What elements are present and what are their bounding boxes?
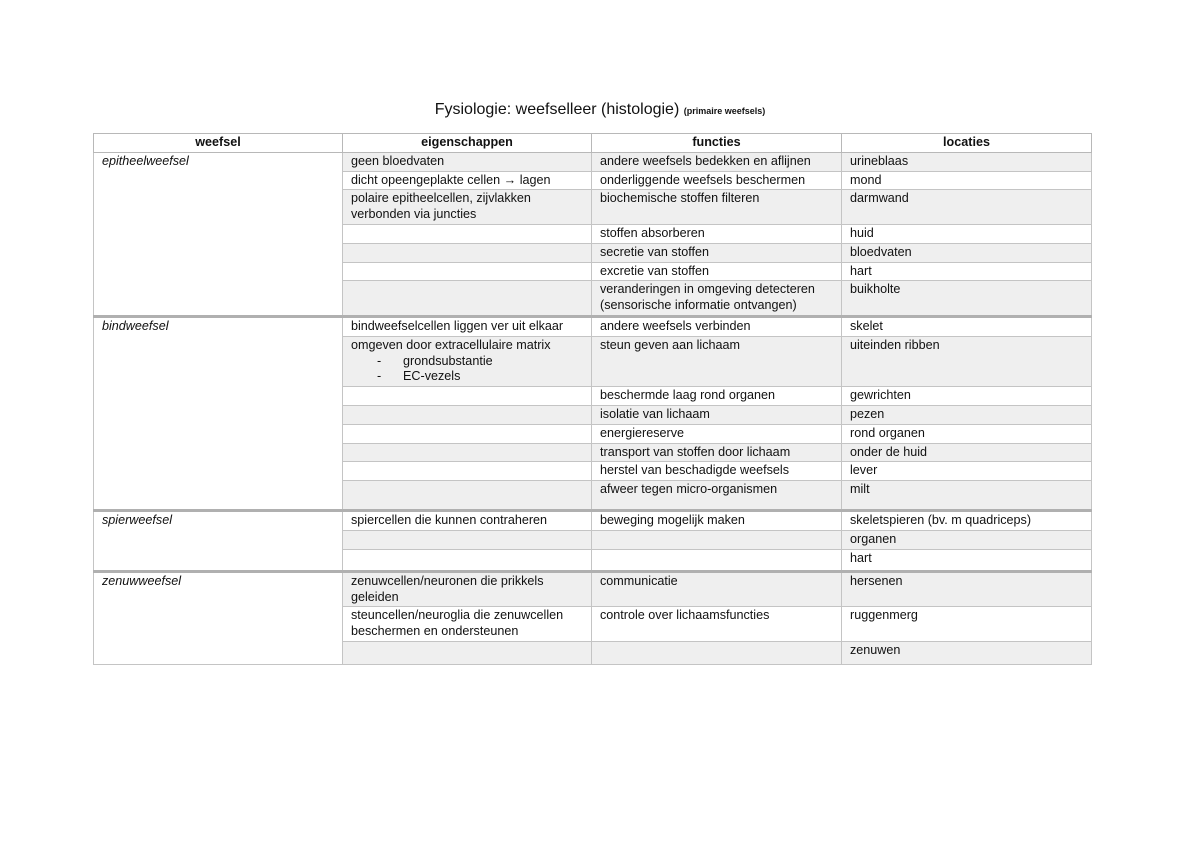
cell-locatie: hart bbox=[842, 549, 1092, 571]
cell-locatie: buikholte bbox=[842, 281, 1092, 317]
title-subtitle: (primaire weefsels) bbox=[683, 106, 766, 116]
eigenschap-text: omgeven door extracellulaire matrix bbox=[351, 337, 551, 352]
cell-functie: transport van stoffen door lichaam bbox=[592, 443, 842, 462]
list-item-label: grondsubstantie bbox=[403, 353, 493, 368]
cell-locatie: skeletspieren (bv. m quadriceps) bbox=[842, 511, 1092, 531]
cell-eigenschap bbox=[343, 443, 592, 462]
cell-locatie: hart bbox=[842, 262, 1092, 281]
cell-functie: isolatie van lichaam bbox=[592, 405, 842, 424]
cell-locatie: urineblaas bbox=[842, 152, 1092, 171]
table-row bbox=[94, 152, 1092, 171]
cell-locatie: skelet bbox=[842, 316, 1092, 336]
cell-eigenschap: steuncellen/neuroglia die zenuwcellen beschermen en ondersteunen bbox=[343, 607, 592, 642]
cell-eigenschap bbox=[343, 462, 592, 481]
cell-locatie: mond bbox=[842, 171, 1092, 190]
cell-locatie: milt bbox=[842, 481, 1092, 511]
cell-functie: controle over lichaamsfuncties bbox=[592, 607, 842, 642]
cell-eigenschap bbox=[343, 424, 592, 443]
cell-functie: afweer tegen micro-organismen bbox=[592, 481, 842, 511]
cell-eigenschap: spiercellen die kunnen contraheren bbox=[343, 511, 592, 531]
cell-eigenschap bbox=[343, 243, 592, 262]
tissue-table bbox=[93, 133, 1092, 665]
cell-eigenschap: bindweefselcellen liggen ver uit elkaar bbox=[343, 316, 592, 336]
list-item: - grondsubstantie bbox=[377, 353, 493, 368]
cell-functie: beweging mogelijk maken bbox=[592, 511, 842, 531]
cell-functie bbox=[592, 549, 842, 571]
table-header-row bbox=[94, 134, 1092, 153]
cell-locatie: darmwand bbox=[842, 190, 1092, 225]
cell-functie: steun geven aan lichaam bbox=[592, 336, 842, 386]
cell-locatie: huid bbox=[842, 224, 1092, 243]
cell-eigenschap bbox=[343, 336, 592, 386]
table-row bbox=[94, 511, 1092, 531]
cell-eigenschap bbox=[343, 281, 592, 317]
cell-functie bbox=[592, 641, 842, 664]
header-functies: functies bbox=[592, 134, 842, 153]
cell-functie: energiereserve bbox=[592, 424, 842, 443]
cell-functie: stoffen absorberen bbox=[592, 224, 842, 243]
list-item: - EC-vezels bbox=[377, 369, 461, 384]
cell-locatie: gewrichten bbox=[842, 387, 1092, 406]
tissue-name-bindweefsel: bindweefsel bbox=[94, 316, 343, 510]
cell-locatie: rond organen bbox=[842, 424, 1092, 443]
cell-functie: biochemische stoffen filteren bbox=[592, 190, 842, 225]
table-row bbox=[94, 316, 1092, 336]
header-locaties: locaties bbox=[842, 134, 1092, 153]
cell-eigenschap bbox=[343, 224, 592, 243]
title-main: Fysiologie: weefselleer (histologie) bbox=[434, 101, 680, 118]
table-body bbox=[94, 152, 1092, 664]
cell-functie: veranderingen in omgeving detecteren (sensorische informatie ontvangen) bbox=[592, 281, 842, 317]
cell-eigenschap bbox=[343, 549, 592, 571]
list-item-label: EC-vezels bbox=[403, 369, 461, 384]
header-eigenschappen: eigenschappen bbox=[343, 134, 592, 153]
header-weefsel: weefsel bbox=[94, 134, 343, 153]
cell-eigenschap: dicht opeengeplakte cellen → lagen bbox=[343, 171, 592, 190]
cell-locatie: ruggenmerg bbox=[842, 607, 1092, 642]
cell-locatie: organen bbox=[842, 530, 1092, 549]
cell-locatie: lever bbox=[842, 462, 1092, 481]
cell-eigenschap bbox=[343, 262, 592, 281]
cell-locatie: pezen bbox=[842, 405, 1092, 424]
tissue-name-zenuwweefsel: zenuwweefsel bbox=[94, 571, 343, 664]
cell-eigenschap bbox=[343, 405, 592, 424]
cell-eigenschap bbox=[343, 641, 592, 664]
cell-functie: communicatie bbox=[592, 571, 842, 607]
cell-functie: secretie van stoffen bbox=[592, 243, 842, 262]
tissue-name-epitheel: epitheelweefsel bbox=[94, 152, 343, 316]
cell-locatie: onder de huid bbox=[842, 443, 1092, 462]
cell-eigenschap bbox=[343, 387, 592, 406]
cell-locatie: zenuwen bbox=[842, 641, 1092, 664]
cell-eigenschap: zenuwcellen/neuronen die prikkels geleiden bbox=[343, 571, 592, 607]
cell-eigenschap bbox=[343, 530, 592, 549]
cell-functie: beschermde laag rond organen bbox=[592, 387, 842, 406]
cell-functie bbox=[592, 530, 842, 549]
cell-functie: andere weefsels verbinden bbox=[592, 316, 842, 336]
cell-locatie: hersenen bbox=[842, 571, 1092, 607]
cell-eigenschap: geen bloedvaten bbox=[343, 152, 592, 171]
cell-functie: excretie van stoffen bbox=[592, 262, 842, 281]
cell-eigenschap bbox=[343, 481, 592, 511]
cell-functie: andere weefsels bedekken en aflijnen bbox=[592, 152, 842, 171]
cell-locatie: uiteinden ribben bbox=[842, 336, 1092, 386]
page-title bbox=[0, 101, 1200, 119]
cell-eigenschap: polaire epitheelcellen, zijvlakken verbonden via juncties bbox=[343, 190, 592, 225]
cell-locatie: bloedvaten bbox=[842, 243, 1092, 262]
cell-functie: herstel van beschadigde weefsels bbox=[592, 462, 842, 481]
tissue-name-spierweefsel: spierweefsel bbox=[94, 511, 343, 572]
cell-functie: onderliggende weefsels beschermen bbox=[592, 171, 842, 190]
table-row bbox=[94, 571, 1092, 607]
